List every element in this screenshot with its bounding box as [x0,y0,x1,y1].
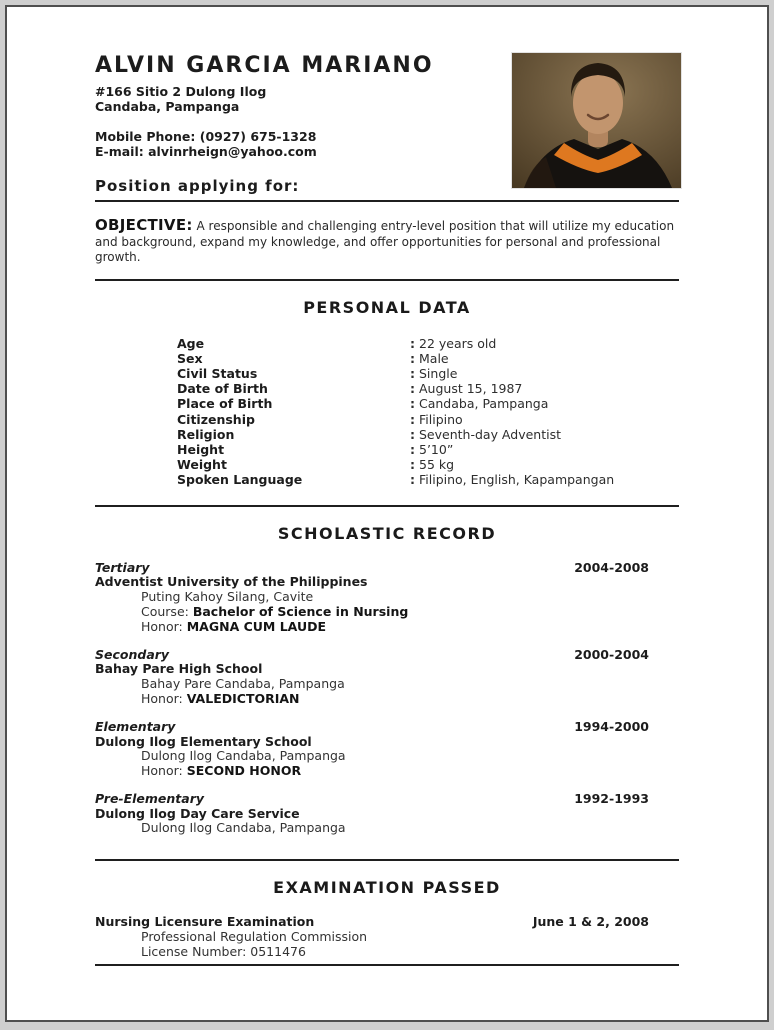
resume-page [5,5,769,1022]
graduation-photo [512,53,681,188]
row-value: 22 years old [419,335,497,351]
table-row [95,336,679,351]
row-label: Height [177,441,225,457]
colon: : [410,457,415,473]
divider [95,279,679,281]
applicant-name: ALVIN GARCIA MARIANO [95,53,434,78]
table-row [95,351,679,366]
honor-line [141,692,679,707]
honor-line [141,620,679,635]
colon: : [410,350,415,366]
row-value: Male [419,350,449,366]
honor-value: MAGNA CUM LAUDE [186,618,327,634]
education-level: Elementary [95,718,176,734]
row-value: Seventh-day Adventist [419,426,561,442]
divider [95,200,679,202]
objective-text: A responsible and challenging entry-level position that will utilize my education and background, expand my knowledge, and offer opportunities for personal and professional growth. [95,219,675,264]
graduation-photo-art [512,53,681,188]
school-location: Dulong Ilog Candaba, Pampanga [141,748,346,764]
section-title-personal-data: PERSONAL DATA [303,297,471,317]
row-label: Spoken Language [177,472,303,488]
table-row [95,366,679,381]
address-line-1: #166 Sitio 2 Dulong Ilog [95,84,267,99]
education-entry-elementary [95,720,679,779]
education-level: Pre-Elementary [95,790,205,806]
examination-name: Nursing Licensure Examination [95,914,315,930]
honor-label: Honor: [141,763,187,779]
education-years: 1992-1993 [574,790,649,806]
section-title-examination-passed: EXAMINATION PASSED [273,878,501,898]
row-value: Candaba, Pampanga [419,396,549,412]
colon: : [410,472,415,488]
row-label: Religion [177,426,235,442]
row-label: Citizenship [177,411,255,427]
row-label: Civil Status [177,365,258,381]
divider [95,964,679,966]
examination-body: Professional Regulation Commission [141,929,368,945]
table-row [95,381,679,396]
education-years: 2004-2008 [574,559,649,575]
colon: : [410,365,415,381]
row-label: Date of Birth [177,381,268,397]
school-name: Dulong Ilog Elementary School [95,733,312,749]
row-value: Filipino [419,411,463,427]
colon: : [410,396,415,412]
honor-line [141,764,679,779]
school-location: Dulong Ilog Candaba, Pampanga [141,820,346,836]
row-value: 5’10” [419,441,454,457]
honor-value: VALEDICTORIAN [186,690,300,706]
colon: : [410,411,415,427]
photo-face [573,72,623,134]
colon: : [410,426,415,442]
position-applying-label: Position applying for: [95,177,300,195]
education-years: 1994-2000 [574,718,649,734]
school-location: Puting Kahoy Silang, Cavite [141,589,314,605]
education-level: Secondary [95,646,170,662]
table-row [95,457,679,472]
section-title-scholastic-record: SCHOLASTIC RECORD [277,523,497,543]
objective-paragraph [95,218,679,266]
row-value: Single [419,365,458,381]
school-location: Bahay Pare Candaba, Pampanga [141,676,345,692]
course-line [141,605,679,620]
table-row [95,396,679,411]
row-label: Sex [177,350,203,366]
examination-date: June 1 & 2, 2008 [532,914,649,930]
colon: : [410,381,415,397]
course-label: Course: [141,603,193,619]
examination-entry [95,915,679,959]
honor-label: Honor: [141,618,187,634]
address-line-2: Candaba, Pampanga [95,99,240,114]
personal-data-table [95,336,679,488]
table-row [95,427,679,442]
row-label: Age [177,335,205,351]
colon: : [410,335,415,351]
license-number: License Number: 0511476 [141,943,306,959]
email: E-mail: alvinrheign@yahoo.com [95,144,317,159]
school-name: Bahay Pare High School [95,661,263,677]
row-value: 55 kg [419,457,455,473]
mobile-phone: Mobile Phone: (0927) 675-1328 [95,129,317,144]
row-value: August 15, 1987 [419,381,523,397]
colon: : [410,441,415,457]
education-entry-pre-elementary [95,792,679,836]
divider [95,505,679,507]
row-value: Filipino, English, Kapampangan [419,472,615,488]
row-label: Place of Birth [177,396,273,412]
table-row [95,472,679,487]
school-name: Dulong Ilog Day Care Service [95,805,300,821]
table-row [95,442,679,457]
school-name: Adventist University of the Philippines [95,574,368,590]
divider [95,859,679,861]
education-entry-tertiary [95,561,679,635]
honor-label: Honor: [141,690,187,706]
honor-value: SECOND HONOR [186,763,302,779]
education-years: 2000-2004 [574,646,649,662]
education-entry-secondary [95,648,679,707]
row-label: Weight [177,457,227,473]
table-row [95,412,679,427]
objective-label: OBJECTIVE: [95,216,193,234]
course-value: Bachelor of Science in Nursing [192,603,409,619]
education-level: Tertiary [95,559,150,575]
